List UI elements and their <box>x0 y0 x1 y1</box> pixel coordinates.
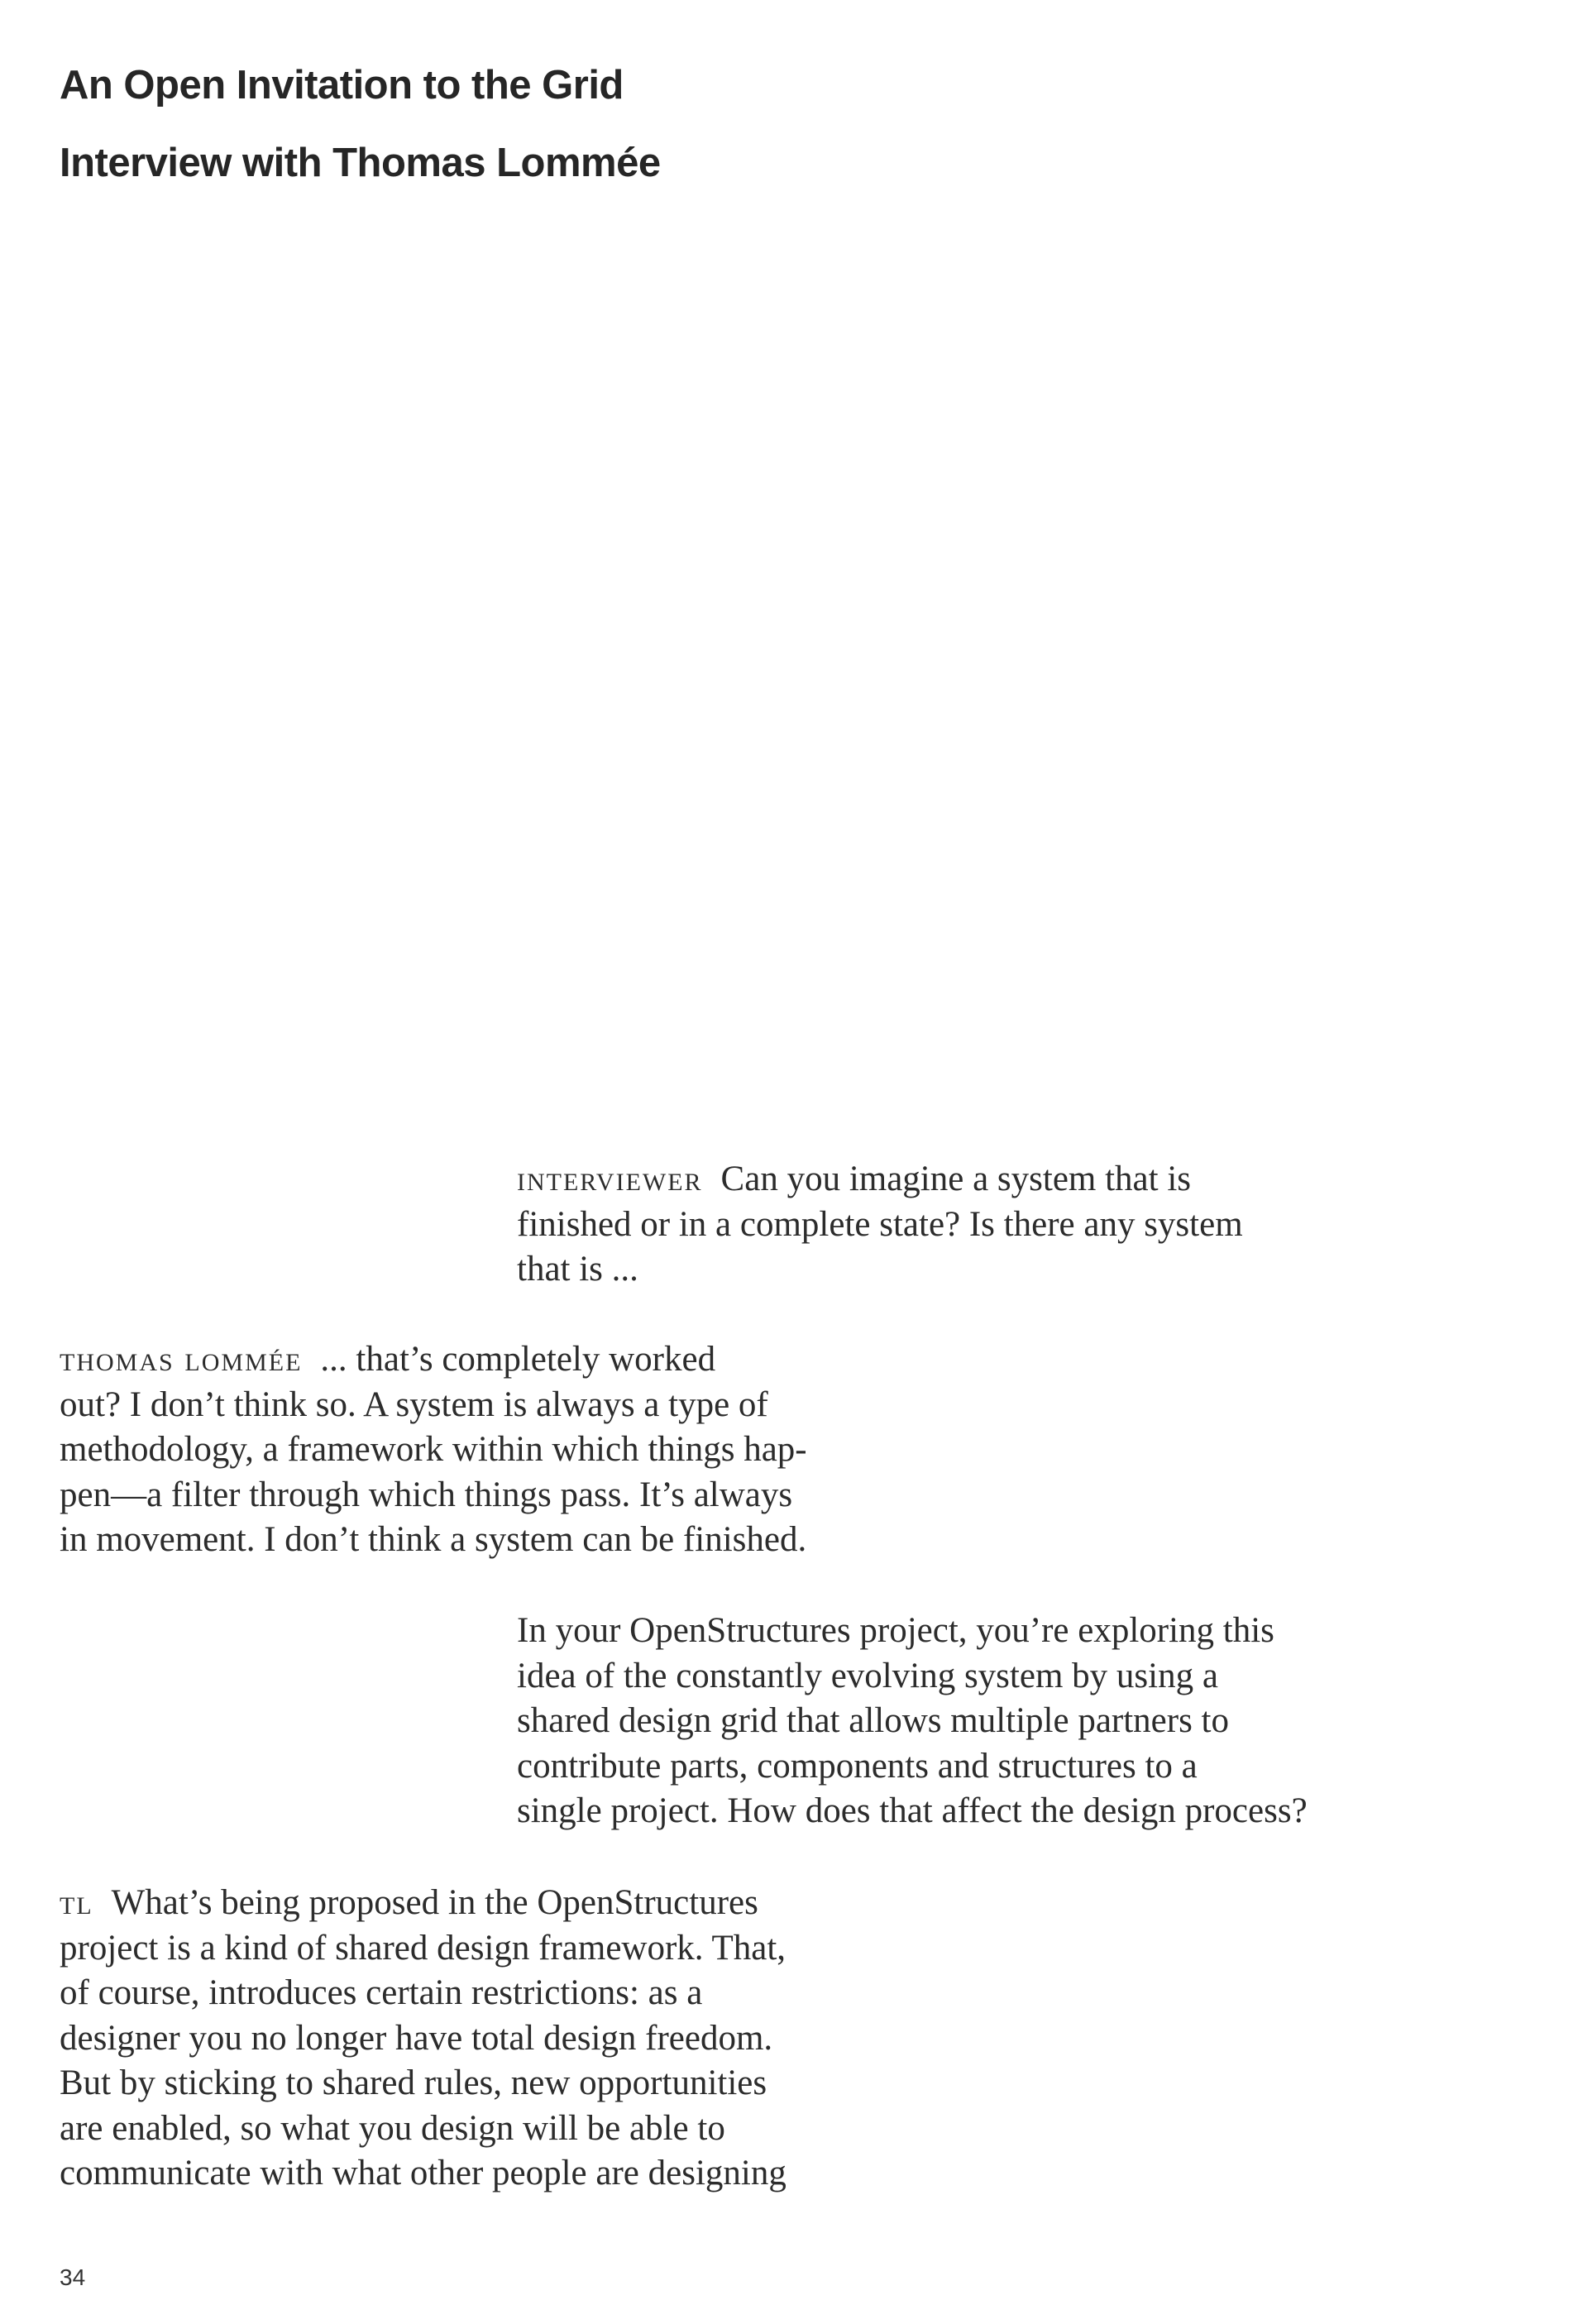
text-line: single project. How does that affect the design process? <box>517 1791 1308 1830</box>
text-line: ... that’s completely worked <box>320 1340 716 1379</box>
text-line: Can you imagine a system that is <box>720 1160 1192 1198</box>
text-line: What’s being proposed in the OpenStructures <box>111 1883 758 1922</box>
speaker-label: thomas lommée <box>60 1340 303 1379</box>
article-subtitle: Interview with Thomas Lommée <box>60 141 661 185</box>
text-line: in movement. I don’t think a system can be finished. <box>60 1520 807 1559</box>
lommee-answer-1 <box>60 1337 807 1563</box>
text-line: pen—a filter through which things pass. It’s always <box>60 1475 793 1514</box>
text-line: of course, introduces certain restrictions: as a <box>60 1973 703 2012</box>
text-line: that is ... <box>517 1250 638 1289</box>
text-line: In your OpenStructures project, you’re exploring this <box>517 1611 1274 1650</box>
speaker-label: tl <box>60 1883 93 1922</box>
interviewer-question-2 <box>517 1609 1308 1834</box>
text-line: out? I don’t think so. A system is always a type of <box>60 1384 768 1424</box>
text-line: communicate with what other people are designing <box>60 2154 786 2192</box>
text-line: are enabled, so what you design will be able to <box>60 2108 725 2148</box>
text-line: contribute parts, components and structures to a <box>517 1746 1198 1786</box>
text-line: project is a kind of shared design framework. That, <box>60 1928 786 1968</box>
page-number: 34 <box>60 2264 86 2290</box>
text-line: finished or in a complete state? Is there any system <box>517 1204 1243 1244</box>
interviewer-question-1 <box>517 1157 1243 1293</box>
speaker-label: interviewer <box>517 1160 703 1198</box>
text-line: designer you no longer have total design freedom. <box>60 2018 773 2058</box>
text-line: shared design grid that allows multiple partners to <box>517 1701 1230 1740</box>
article-title: An Open Invitation to the Grid <box>60 63 624 108</box>
text-line: idea of the constantly evolving system by using a <box>517 1656 1218 1695</box>
text-line: methodology, a framework within which things hap- <box>60 1430 807 1469</box>
lommee-answer-2 <box>60 1881 786 2197</box>
text-line: But by sticking to shared rules, new opportunities <box>60 2063 767 2102</box>
